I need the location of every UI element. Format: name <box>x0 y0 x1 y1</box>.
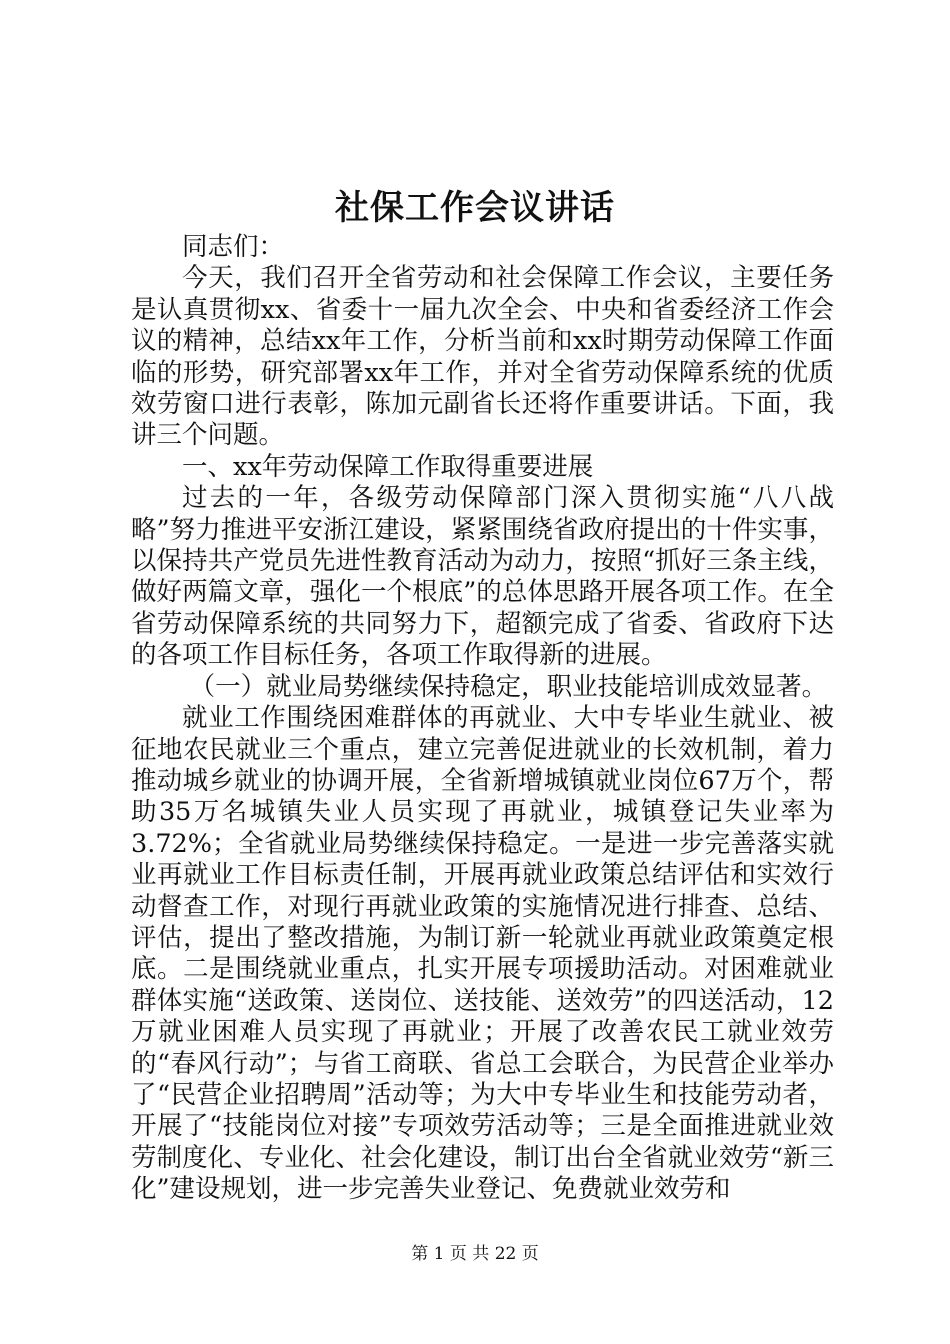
salutation-paragraph: 同志们： <box>182 232 285 262</box>
document-title: 社保工作会议讲话 <box>335 188 615 228</box>
intro-paragraph: 今天，我们召开全省劳动和社会保障工作会议，主要任务是认真贯彻xx、省委十一届九次全会、中央和省委经济工作会议的精神，总结xx年工作，分析当前和xx时期劳动保障工作面临的形势，研究部署xx年工作，并对全省劳动保障系统的优质效劳窗口进行表彰，陈加元副省长还将作重要讲话。下面，我讲三个问题。 <box>131 263 834 451</box>
section-heading: 一、xx年劳动保障工作取得重要进展 <box>182 451 594 482</box>
overview-paragraph: 过去的一年，各级劳动保障部门深入贯彻实施“八八战略”努力推进平安浙江建设，紧紧围绕省政府提出的十件实事，以保持共产党员先进性教育活动为动力，按照“抓好三条主线，做好两篇文章，强化一个根底”的总体思路开展各项工作。在全省劳动保障系统的共同努力下，超额完成了省委、省政府下达的各项工作目标任务，各项工作取得新的进展。 <box>131 483 834 671</box>
document-body <box>131 232 834 1206</box>
subsection-heading: （一）就业局势继续保持稳定，职业技能培训成效显著。 <box>189 671 828 702</box>
page-footer: 第 1 页 共 22 页 <box>411 1244 539 1264</box>
employment-paragraph: 就业工作围绕困难群体的再就业、大中专毕业生就业、被征地农民就业三个重点，建立完善促进就业的长效机制，着力推动城乡就业的协调开展，全省新增城镇就业岗位67万个，帮助35万名城镇失业人员实现了再就业，城镇登记失业率为3.72%；全省就业局势继续保持稳定。一是进一步完善落实就业再就业工作目标责任制，开展再就业政策总结评估和实效行动督查工作，对现行再就业政策的实施情况进行排查、总结、评估，提出了整改措施，为制订新一轮就业再就业政策奠定根底。二是围绕就业重点，扎实开展专项援助活动。对困难就业群体实施“送政策、送岗位、送技能、送效劳”的四送活动，12万就业困难人员实现了再就业；开展了改善农民工就业效劳的“春风行动”；与省工商联、省总工会联合，为民营企业举办了“民营企业招聘周”活动等；为大中专毕业生和技能劳动者，开展了“技能岗位对接”专项效劳活动等；三是全面推进就业效劳制度化、专业化、社会化建设，制订出台全省就业效劳“新三化”建设规划，进一步完善失业登记、免费就业效劳和 <box>131 703 834 1205</box>
